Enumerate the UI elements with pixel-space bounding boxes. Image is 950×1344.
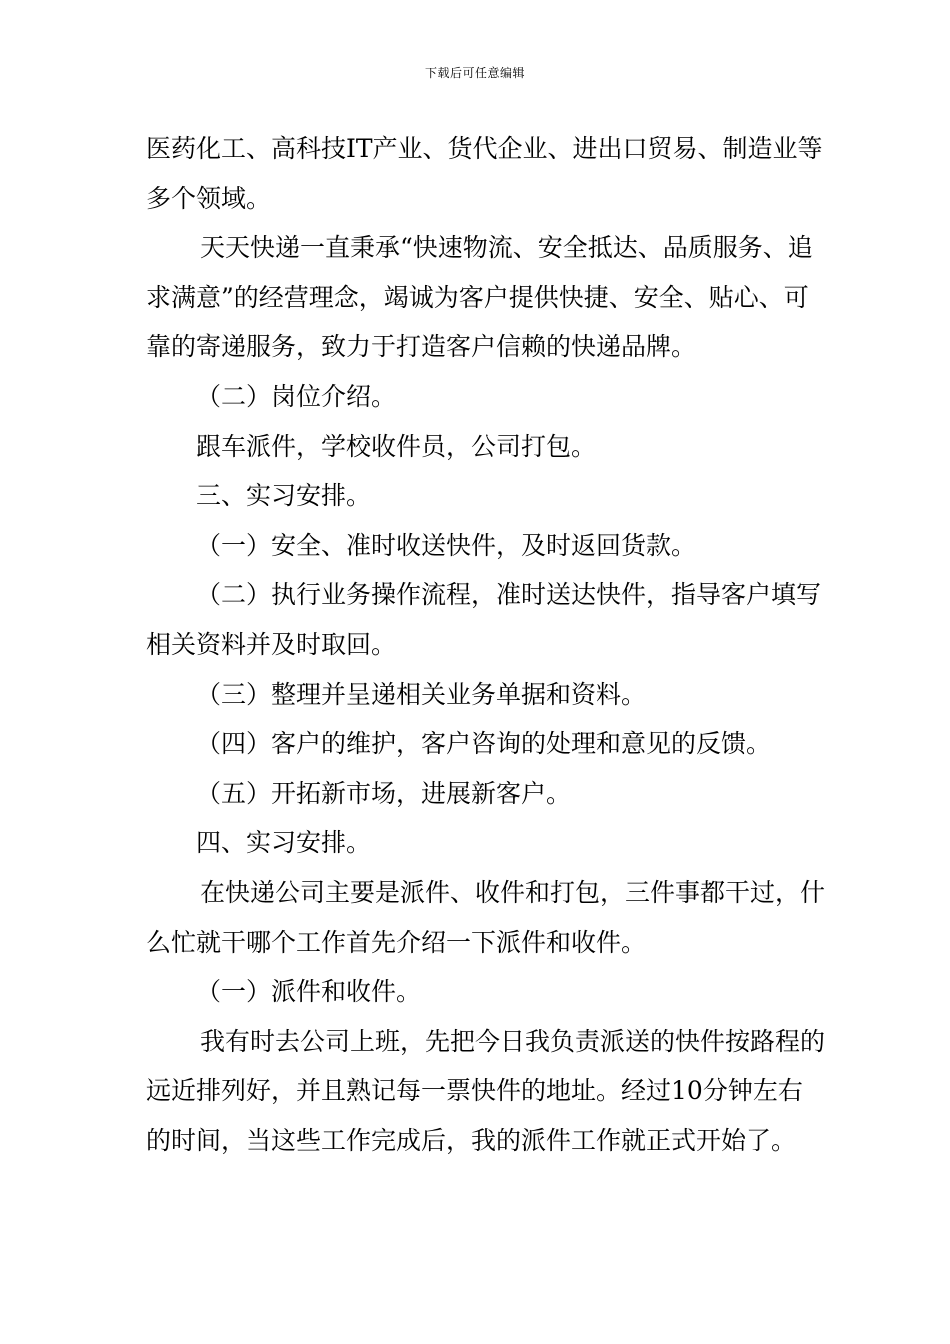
paragraph-1: 医药化工、高科技IT产业、货代企业、进出口贸易、制造业等多个领域。 [146, 134, 823, 213]
paragraph-3: （二）岗位介绍。 [196, 381, 397, 411]
section-heading-4: 四、实习安排。 [196, 828, 372, 858]
page-header: 下载后可任意编辑 [424, 66, 525, 80]
paragraph-14: 我有时去公司上班，先把今日我负责派送的快件按路程的远近排列好，并且熟记每一票快件的地址。经过10分钟左右的时间，当这些工作完成后，我的派件工作就正式开始了。 [146, 1026, 826, 1155]
section-heading-3: 三、实习安排。 [196, 481, 372, 511]
paragraph-13: （一）派件和收件。 [196, 977, 422, 1007]
paragraph-6: （一）安全、准时收送快件，及时返回货款。 [196, 530, 697, 560]
paragraph-12: 在快递公司主要是派件、收件和打包，三件事都干过，什么忙就干哪个工作首先介绍一下派件和收件。 [146, 877, 826, 957]
paragraph-2: 天天快递一直秉承“快速物流、安全抵达、品质服务、追求满意”的经营理念，竭诚为客户提供快捷、安全、贴心、可靠的寄递服务，致力于打造客户信赖的快递品牌。 [146, 233, 813, 362]
document-body [146, 124, 826, 1165]
paragraph-4: 跟车派件，学校收件员，公司打包。 [196, 431, 597, 461]
paragraph-10: （五）开拓新市场，进展新客户。 [196, 778, 572, 808]
paragraph-7: （二）执行业务操作流程，准时送达快件，指导客户填写相关资料并及时取回。 [146, 580, 822, 659]
paragraph-8: （三）整理并呈递相关业务单据和资料。 [196, 679, 647, 709]
paragraph-9: （四）客户的维护，客户咨询的处理和意见的反馈。 [196, 729, 772, 759]
